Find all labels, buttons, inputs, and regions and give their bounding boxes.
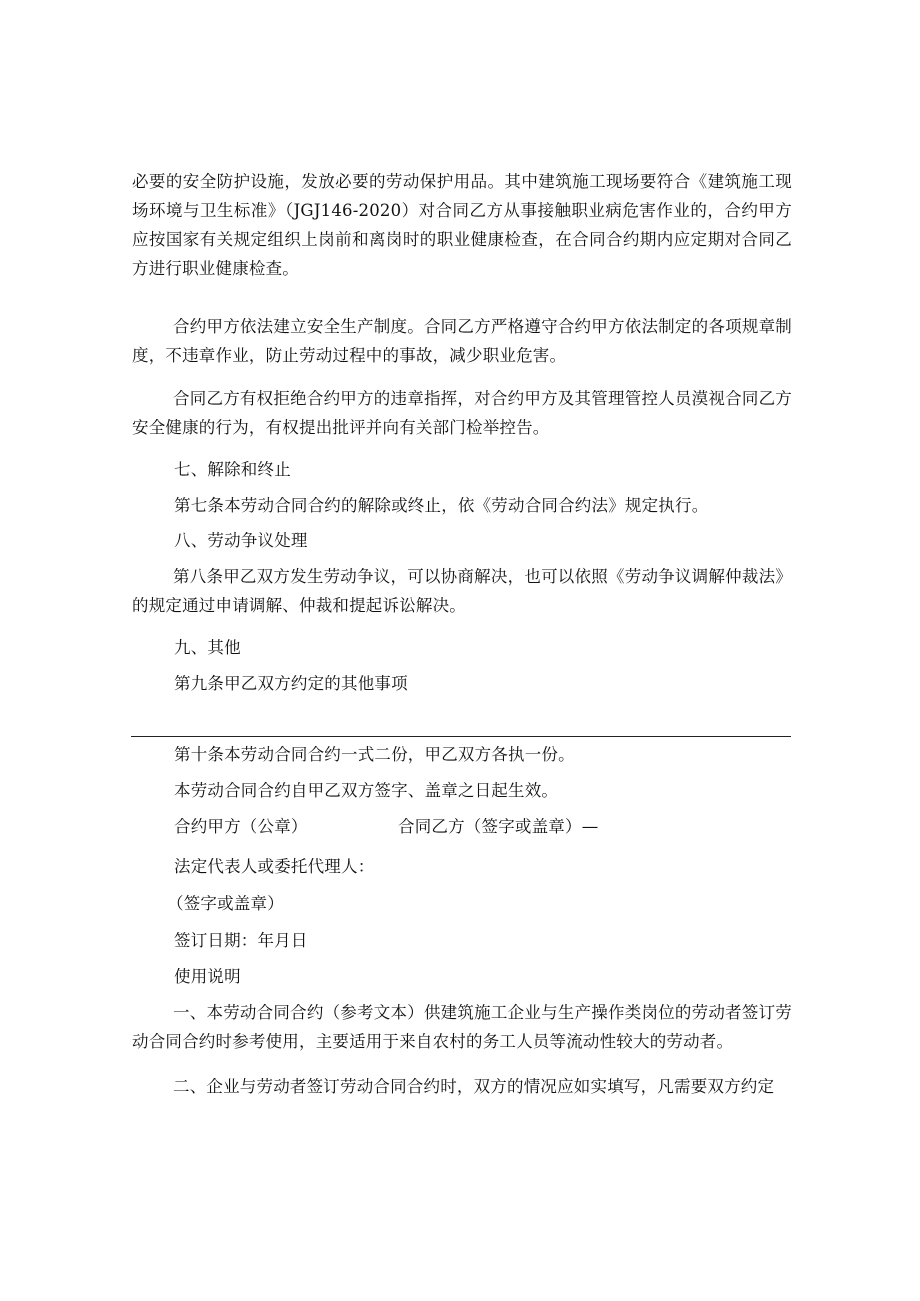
paragraph-article-9: 第九条甲乙双方约定的其他事项: [174, 674, 408, 693]
paragraph-safety-facilities: 必要的安全防护设施，发放必要的劳动保护用品。其中建筑施工现场要符合《建筑施工现场环境与卫生标准》（JGJ146-2020）对合同乙方从事接触职业病危害作业的，合约甲方应按国家有关规定组织上岗前和离岗时的职业健康检查，在合同合约期内应定期对合同乙方进行职业健康检查。: [132, 172, 792, 278]
signing-date: 签订日期：年月日: [174, 931, 308, 950]
paragraph-refuse-orders: 合同乙方有权拒绝合约甲方的违章指挥，对合约甲方及其管理管控人员漠视合同乙方安全健康的行为，有权提出批评并向有关部门检举控告。: [132, 389, 792, 437]
paragraph-article-7: 第七条本劳动合同合约的解除或终止，依《劳动合同合约法》规定执行。: [174, 496, 709, 515]
blank-fill-line: [131, 736, 791, 737]
usage-item-1: 一、本劳动合同合约（参考文本）供建筑施工企业与生产操作类岗位的劳动者签订劳动合同合约时参考使用，主要适用于来自农村的务工人员等流动性较大的劳动者。: [132, 1003, 792, 1051]
signature-or-seal: （签字或盖章）: [167, 894, 284, 913]
paragraph-safety-system: 合约甲方依法建立安全生产制度。合同乙方严格遵守合约甲方依法制定的各项规章制度，不违章作业，防止劳动过程中的事故，减少职业危害。: [132, 317, 792, 365]
paragraph-article-8: 第八条甲乙双方发生劳动争议，可以协商解决，也可以依照《劳动争议调解仲裁法》的规定通过申请调解、仲裁和提起诉讼解决。: [132, 567, 792, 615]
paragraph-effective: 本劳动合同合约自甲乙双方签字、盖章之日起生效。: [174, 781, 559, 800]
legal-representative: 法定代表人或委托代理人：: [174, 857, 375, 876]
signature-party-b: 合同乙方（签字或盖章）—: [398, 817, 599, 836]
usage-title: 使用说明: [174, 967, 241, 986]
heading-dispute: 八、劳动争议处理: [174, 531, 308, 550]
signature-party-a: 合约甲方（公章）: [174, 817, 308, 836]
usage-item-2: 二、企业与劳动者签订劳动合同合约时，双方的情况应如实填写，凡需要双方约定: [173, 1077, 775, 1096]
heading-termination: 七、解除和终止: [174, 460, 291, 479]
paragraph-article-10: 第十条本劳动合同合约一式二份，甲乙双方各执一份。: [174, 745, 575, 764]
heading-other: 九、其他: [174, 638, 241, 657]
